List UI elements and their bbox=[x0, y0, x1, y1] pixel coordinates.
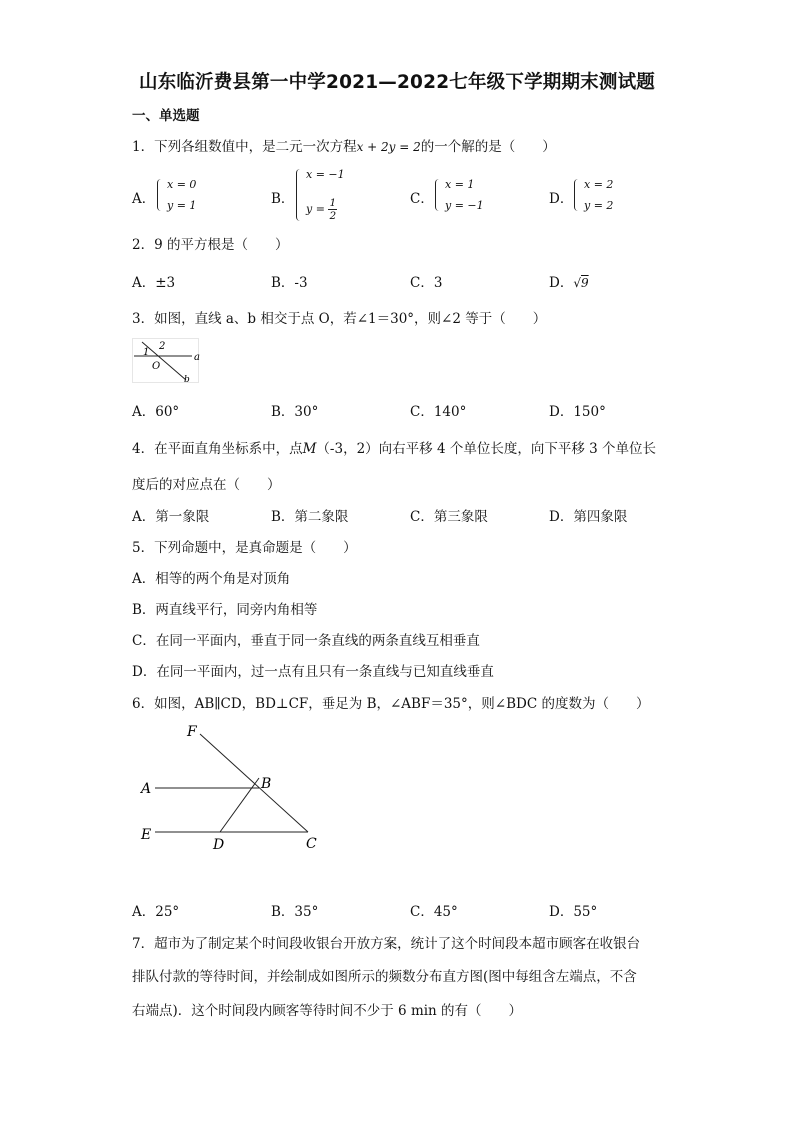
q1-option-b-label: B． bbox=[271, 191, 295, 207]
page-title: 山东临沂费县第一中学2021—2022七年级下学期期末测试题 bbox=[139, 72, 655, 93]
q2-option-b: B．-3 bbox=[271, 275, 308, 291]
q4-option-c: C．第三象限 bbox=[410, 509, 488, 525]
q6-option-a: A．25° bbox=[132, 904, 180, 920]
angle-1-label: 1 bbox=[143, 347, 150, 358]
point-c-label: C bbox=[306, 836, 317, 852]
point-f-label: F bbox=[187, 724, 197, 740]
line-fc bbox=[200, 734, 308, 832]
q1-option-c-label: C． bbox=[410, 191, 434, 207]
brace-icon bbox=[296, 169, 302, 221]
q5-option-b: B．两直线平行，同旁内角相等 bbox=[132, 602, 318, 618]
line-a-label: a bbox=[194, 352, 200, 363]
question-7-line-3: 右端点)．这个时间段内顾客等待时间不少于 6 min 的有（ ） bbox=[132, 1003, 523, 1019]
question-2-stem: 2．9 的平方根是（ ） bbox=[132, 237, 289, 253]
q6-option-c: C．45° bbox=[410, 904, 458, 920]
question-4-line-1: 4．在平面直角坐标系中，点M（-3，2）向右平移 4 个单位长度，向下平移 3 个单位长 bbox=[132, 441, 657, 457]
q1-option-a-label: A． bbox=[132, 191, 156, 207]
q6-option-b: B．35° bbox=[271, 904, 319, 920]
question-7-line-2: 排队付款的等待时间，并绘制成如图所示的频数分布直方图(图中每组含左端点，不含 bbox=[132, 969, 637, 985]
q4-option-b: B．第二象限 bbox=[271, 509, 349, 525]
q1-option-b-system: x = −1 y = $\frac{1}{2}$ bbox=[296, 168, 345, 222]
q5-option-a: A．相等的两个角是对顶角 bbox=[132, 571, 291, 587]
line-b-label: b bbox=[184, 375, 190, 384]
q3-option-b: B．30° bbox=[271, 404, 319, 420]
q3-option-d: D．150° bbox=[549, 404, 606, 420]
q1-option-a-system: x = 0 y = 1 bbox=[157, 177, 196, 213]
point-a-label: A bbox=[141, 781, 152, 797]
angle-2-label: 2 bbox=[159, 341, 166, 352]
equation: x + 2y = 2 bbox=[356, 140, 421, 154]
q4-option-a: A．第一象限 bbox=[132, 509, 210, 525]
q1-option-c-system: x = 1 y = −1 bbox=[435, 177, 484, 213]
question-4-line-2: 度后的对应点在（ ） bbox=[132, 477, 281, 493]
question-5-stem: 5．下列命题中，是真命题是（ ） bbox=[132, 540, 357, 556]
line-bd bbox=[220, 778, 259, 832]
q5-option-d: D．在同一平面内，过一点有且只有一条直线与已知直线垂直 bbox=[132, 664, 494, 680]
point-o-label: O bbox=[152, 361, 161, 372]
fraction-one-half: $\frac{1}{2}$ bbox=[329, 197, 337, 222]
question-1-stem: 1．下列各组数值中，是二元一次方程x + 2y = 2的一个解的是（ ） bbox=[132, 139, 556, 155]
point-b-label: B bbox=[261, 776, 272, 792]
q2-option-a: A．±3 bbox=[132, 275, 176, 291]
q6-figure bbox=[135, 720, 335, 860]
brace-icon bbox=[574, 179, 580, 211]
brace-icon bbox=[435, 179, 441, 211]
q3-figure bbox=[132, 338, 202, 384]
q6-option-d: D．55° bbox=[549, 904, 598, 920]
question-6-stem: 6．如图，AB∥CD，BD⊥CF，垂足为 B，∠ABF＝35°，则∠BDC 的度数为（ ） bbox=[132, 696, 650, 712]
question-7-line-1: 7．超市为了制定某个时间段收银台开放方案，统计了这个时间段本超市顾客在收银台 bbox=[132, 936, 641, 952]
point-e-label: E bbox=[141, 827, 152, 843]
question-3-stem: 3．如图，直线 a、b 相交于点 O，若∠1＝30°，则∠2 等于（ ） bbox=[132, 311, 547, 327]
q2-option-d: D．√9 bbox=[549, 275, 589, 291]
q3-option-c: C．140° bbox=[410, 404, 467, 420]
q1-option-d-system: x = 2 y = 2 bbox=[574, 177, 613, 213]
q1-option-d-label: D． bbox=[549, 191, 574, 207]
q4-option-d: D．第四象限 bbox=[549, 509, 628, 525]
point-d-label: D bbox=[213, 837, 225, 853]
sqrt-icon: √ bbox=[573, 276, 581, 290]
q2-option-c: C．3 bbox=[410, 275, 443, 291]
section-heading: 一、单选题 bbox=[132, 108, 200, 124]
brace-icon bbox=[157, 179, 163, 211]
q5-option-c: C．在同一平面内，垂直于同一条直线的两条直线互相垂直 bbox=[132, 633, 480, 649]
q3-option-a: A．60° bbox=[132, 404, 180, 420]
